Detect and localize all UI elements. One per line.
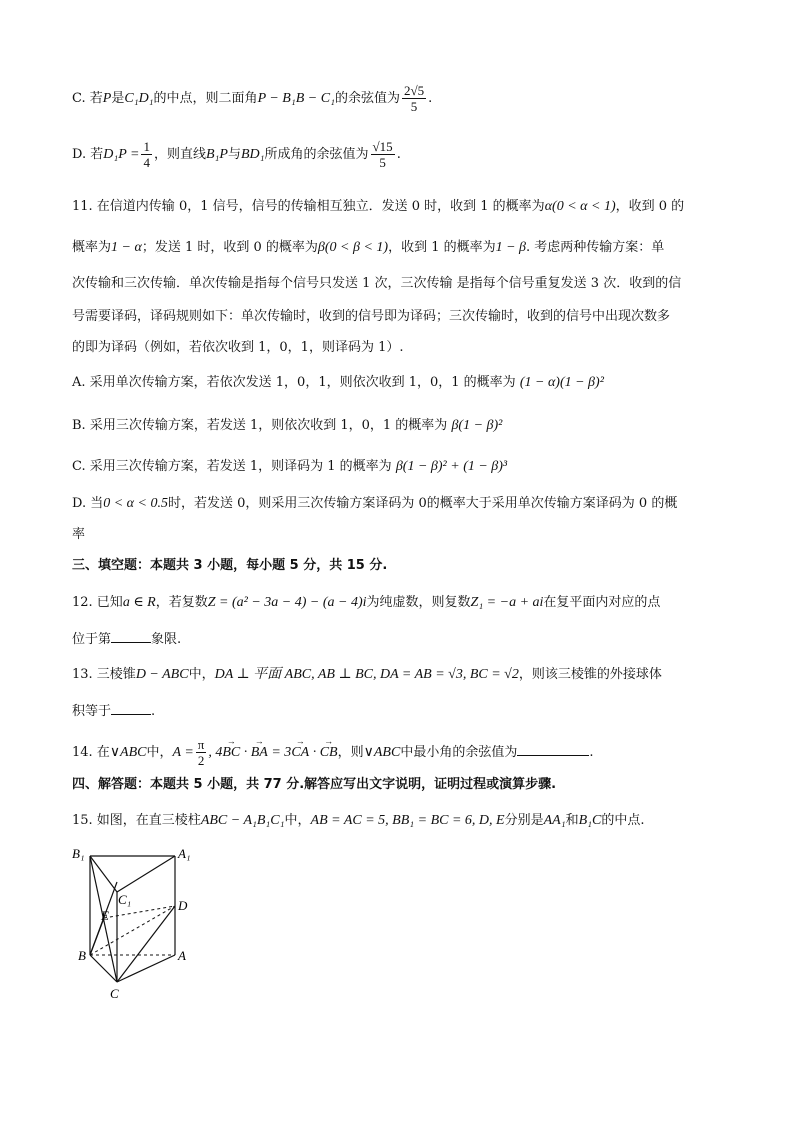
fraction: $\frac{2√5}{5}$ bbox=[403, 83, 425, 114]
q10-option-c: C. 若P是C₁D₁的中点，则二面角P − B₁B − C₁的余弦值为 $\frac{2√5}{5}$ . bbox=[72, 83, 433, 114]
label-d: D bbox=[178, 898, 188, 913]
answer-blank[interactable] bbox=[111, 642, 151, 643]
q11-line-2: 概率为1 − α；发送 1 时，收到 0 的概率为β(0 < β < 1)，收到 1 的概率为1 − β. 考虑两种传输方案：单 bbox=[72, 240, 665, 255]
section-3-heading: 三、填空题：本题共 3 小题，每小题 5 分，共 15 分. bbox=[72, 558, 388, 573]
label-e: E bbox=[101, 908, 109, 923]
fraction: $\frac{√15}{5}$ bbox=[372, 139, 393, 170]
q12-line-1: 12. 已知a ∈ R，若复数Z = (a² − 3a − 4) − (a − 4)i为纯虚数，则复数Z₁ = −a + ai在复平面内对应的点 bbox=[72, 595, 661, 610]
label-b: B bbox=[78, 948, 86, 963]
q11-option-d-cont: 率 bbox=[72, 527, 86, 542]
q11-option-b: B. 采用三次传输方案，若发送 1，则依次收到 1，0，1 的概率为 β(1 − β)² bbox=[72, 418, 503, 433]
q15-line: 15. 如图，在直三棱柱ABC − A₁B₁C₁中，AB = AC = 5, BB₁ = BC = 6, D, E分别是AA₁和B₁C的中点. bbox=[72, 813, 645, 828]
q13-line-1: 13. 三棱锥D − ABC中，DA ⊥ 平面 ABC, AB ⊥ BC, DA = AB = √3, BC = √2，则该三棱锥的外接球体 bbox=[72, 667, 662, 682]
q13-line-2: 积等于 . bbox=[72, 704, 156, 719]
segment-c-d bbox=[117, 906, 175, 982]
q10-option-d: D. 若D₁P = $\frac{1}{4}$ ，则直线B₁P与BD₁所成角的余弦值为 $\frac{√15}{5}$ . bbox=[72, 139, 401, 170]
q11-option-c: C. 采用三次传输方案，若发送 1，则译码为 1 的概率为 β(1 − β)² + (1 − β)³ bbox=[72, 459, 508, 474]
answer-blank[interactable] bbox=[517, 755, 589, 756]
edge-c1-a1 bbox=[117, 856, 175, 892]
answer-blank[interactable] bbox=[111, 714, 151, 715]
label-a1: A₁ bbox=[178, 846, 191, 861]
edge-c-a bbox=[117, 955, 175, 982]
label-b1: B₁ bbox=[72, 846, 85, 861]
label-c1: C₁ bbox=[118, 892, 132, 907]
q11-line-5: 的即为译码（例如，若依次收到 1，0，1，则译码为 1）. bbox=[72, 340, 404, 355]
fraction: $\frac{\pi}{2}$ bbox=[197, 737, 205, 768]
q11-line-3: 次传输和三次传输．单次传输是指每个信号只发送 1 次，三次传输 是指每个信号重复发送 3 次．收到的信 bbox=[72, 276, 682, 291]
q11-line-4: 号需要译码，译码规则如下：单次传输时，收到的信号即为译码；三次传输时，收到的信号中出现次数多 bbox=[72, 309, 671, 324]
fraction: $\frac{1}{4}$ bbox=[143, 139, 150, 170]
prism-figure bbox=[66, 842, 206, 1004]
q11-option-a: A. 采用单次传输方案，若依次发送 1，0，1，则依次收到 1，0，1 的概率为 (1 − α)(1 − β)² bbox=[72, 375, 604, 390]
q11-line-1: 11. 在信道内传输 0，1 信号，信号的传输相互独立．发送 0 时，收到 1 的概率为α(0 < α < 1)，收到 0 的 bbox=[72, 199, 685, 214]
q14-line: 14. 在∨ABC中，A = $\frac{\pi}{2}$ , 4→ BC · → BA = 3→ CA · → CB，则∨ABC中最小角的余弦值为 . bbox=[72, 738, 593, 767]
q11-option-d: D. 当0 < α < 0.5时，若发送 0，则采用三次传输方案译码为 0的概率大于采用单次传输方案译码为 0 的概 bbox=[72, 496, 678, 511]
edge-b-c bbox=[90, 955, 117, 982]
label-c: C bbox=[110, 986, 119, 1001]
label-a: A bbox=[178, 948, 186, 963]
q12-line-2: 位于第 象限. bbox=[72, 632, 182, 647]
section-4-heading: 四、解答题：本题共 5 小题，共 77 分.解答应写出文字说明，证明过程或演算步骤. bbox=[72, 777, 557, 792]
